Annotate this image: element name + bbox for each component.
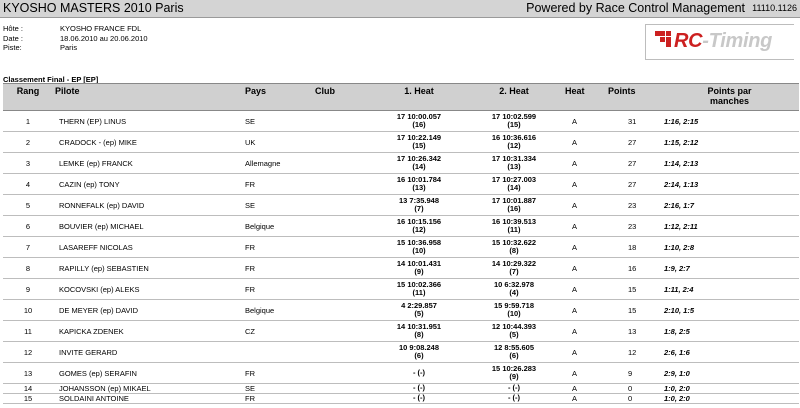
points-cell: 27 [606,132,660,153]
pilot-cell: THERN (EP) LINUS [53,111,243,132]
heat1-cell: 16 10:15.156 (12) [373,216,465,237]
points-per-round-cell: 1:15, 2:12 [660,132,799,153]
heat2-cell: 17 10:02.599 (15) [465,111,563,132]
points-per-round-cell: 1:10, 2:8 [660,237,799,258]
heat2-cell: 15 10:26.283 (9) [465,363,563,384]
country-cell: SE [243,111,313,132]
table-row [3,300,799,321]
col-header-pilote: Pilote [53,84,243,111]
heat2-cell: - (-) [465,384,563,394]
heat1-cell: 17 10:22.149 (15) [373,132,465,153]
club-cell [313,342,373,363]
col-header-club: Club [313,84,373,111]
table-row [3,363,799,384]
points-cell: 27 [606,153,660,174]
points-per-round-cell: 2:9, 1:0 [660,363,799,384]
meta-row-date [3,34,148,44]
meta-value: KYOSHO FRANCE FDL [60,24,142,33]
heat1-cell: - (-) [373,394,465,404]
title-bar [0,0,800,18]
meta-key: Piste: [3,43,22,52]
points-per-round-cell: 2:16, 1:7 [660,195,799,216]
heat-group-cell: A [563,216,606,237]
points-cell: 27 [606,174,660,195]
table-row [3,111,799,132]
heat1-cell: 14 10:31.951 (8) [373,321,465,342]
heat1-cell: 10 9:08.248 (6) [373,342,465,363]
heat2-cell: 17 10:31.334 (13) [465,153,563,174]
country-cell: SE [243,195,313,216]
pilot-cell: CRADOCK - (ep) MIKE [53,132,243,153]
col-header-points: Points [606,84,660,111]
heat-group-cell: A [563,342,606,363]
heat-group-cell: A [563,111,606,132]
points-per-round-cell: 1:12, 2:11 [660,216,799,237]
points-cell: 15 [606,279,660,300]
country-cell [243,342,313,363]
heat1-cell: 15 10:02.366 (11) [373,279,465,300]
heat2-cell: 15 10:32.622 (8) [465,237,563,258]
points-per-round-cell: 1:0, 2:0 [660,384,799,394]
points-per-round-cell: 2:6, 1:6 [660,342,799,363]
country-cell: FR [243,237,313,258]
pilot-cell: SOLDAINI ANTOINE [53,394,243,404]
country-cell: FR [243,279,313,300]
points-per-round-cell: 1:16, 2:15 [660,111,799,132]
logo-grid-icon [649,31,671,53]
country-cell: FR [243,363,313,384]
heat1-cell: - (-) [373,363,465,384]
heat-group-cell: A [563,394,606,404]
heat-group-cell: A [563,363,606,384]
points-cell: 0 [606,394,660,404]
country-cell: FR [243,394,313,404]
results-table [3,83,799,404]
rank-cell: 11 [3,321,53,342]
heat-group-cell: A [563,174,606,195]
pilot-cell: GOMES (ep) SERAFIN [53,363,243,384]
meta-value: Paris [60,43,78,52]
table-row [3,321,799,342]
heat2-cell: 15 9:59.718 (10) [465,300,563,321]
table-row [3,153,799,174]
club-cell [313,300,373,321]
country-cell: SE [243,384,313,394]
heat1-cell: 13 7:35.948 (7) [373,195,465,216]
points-cell: 18 [606,237,660,258]
points-per-round-cell: 2:10, 1:5 [660,300,799,321]
heat2-cell: 16 10:36.616 (12) [465,132,563,153]
points-per-round-cell: 1:9, 2:7 [660,258,799,279]
heat1-cell: 16 10:01.784 (13) [373,174,465,195]
club-cell [313,321,373,342]
pilot-cell: INVITE GERARD [53,342,243,363]
heat2-cell: 12 8:55.605 (6) [465,342,563,363]
meta-key: Date : [3,33,24,43]
col-header-heat1: 1. Heat [373,84,465,111]
table-header-row [3,84,799,111]
table-row [3,195,799,216]
pilot-cell: CAZIN (ep) TONY [53,174,243,195]
table-row [3,132,799,153]
country-cell: Belgique [243,300,313,321]
table-row [3,279,799,300]
points-cell: 23 [606,216,660,237]
club-cell [313,279,373,300]
table-row [3,174,799,195]
heat2-cell: - (-) [465,394,563,404]
heat-group-cell: A [563,258,606,279]
rank-cell: 15 [3,394,53,404]
points-per-round-cell: 1:8, 2:5 [660,321,799,342]
heat1-cell: 4 2:29.857 (5) [373,300,465,321]
heat2-cell: 12 10:44.393 (5) [465,321,563,342]
table-row [3,237,799,258]
heat-group-cell: A [563,237,606,258]
rank-cell: 4 [3,174,53,195]
country-cell: Belgique [243,216,313,237]
col-header-heat: Heat [563,84,606,111]
meta-key: Hôte : [3,24,24,33]
heat-group-cell: A [563,195,606,216]
points-per-round-cell: 1:14, 2:13 [660,153,799,174]
club-cell [313,195,373,216]
club-cell [313,384,373,394]
rank-cell: 8 [3,258,53,279]
club-cell [313,394,373,404]
rank-cell: 7 [3,237,53,258]
heat-group-cell: A [563,132,606,153]
table-row [3,384,799,394]
points-per-round-cell: 2:14, 1:13 [660,174,799,195]
pilot-cell: RONNEFALK (ep) DAVID [53,195,243,216]
rank-cell: 12 [3,342,53,363]
heat1-cell: 17 10:26.342 (14) [373,153,465,174]
col-header-rang: Rang [3,84,53,111]
points-cell: 0 [606,384,660,394]
table-row [3,342,799,363]
club-cell [313,258,373,279]
logo-text: RC-Timing [674,30,773,52]
heat2-cell: 16 10:39.513 (11) [465,216,563,237]
points-cell: 31 [606,111,660,132]
rc-timing-logo [645,24,794,60]
rank-cell: 2 [3,132,53,153]
country-cell: FR [243,174,313,195]
table-row [3,258,799,279]
pilot-cell: BOUVIER (ep) MICHAEL [53,216,243,237]
heat-group-cell: A [563,321,606,342]
pilot-cell: LASAREFF NICOLAS [53,237,243,258]
powered-by-text: Powered by Race Control Management [526,1,745,15]
pilot-cell: KAPICKA ZDENEK [53,321,243,342]
heat-group-cell: A [563,279,606,300]
club-cell [313,237,373,258]
pilot-cell: RAPILLY (ep) SEBASTIEN [53,258,243,279]
points-cell: 15 [606,300,660,321]
heat-group-cell: A [563,153,606,174]
heat1-cell: 15 10:36.958 (10) [373,237,465,258]
club-cell [313,132,373,153]
club-cell [313,363,373,384]
pilot-cell: LEMKE (ep) FRANCK [53,153,243,174]
points-cell: 23 [606,195,660,216]
rank-cell: 5 [3,195,53,216]
country-cell: UK [243,132,313,153]
event-title: KYOSHO MASTERS 2010 Paris [3,1,184,15]
club-cell [313,111,373,132]
points-per-round-cell: 1:11, 2:4 [660,279,799,300]
points-cell: 13 [606,321,660,342]
club-cell [313,174,373,195]
heat-group-cell: A [563,300,606,321]
heat2-cell: 10 6:32.978 (4) [465,279,563,300]
pilot-cell: JOHANSSON (ep) MIKAEL [53,384,243,394]
table-row [3,394,799,404]
rank-cell: 13 [3,363,53,384]
club-cell [313,216,373,237]
points-cell: 16 [606,258,660,279]
heat2-cell: 14 10:29.322 (7) [465,258,563,279]
points-cell: 9 [606,363,660,384]
col-header-pays: Pays [243,84,313,111]
col-header-heat2: 2. Heat [465,84,563,111]
rank-cell: 14 [3,384,53,394]
heat2-cell: 17 10:27.003 (14) [465,174,563,195]
heat1-cell: - (-) [373,384,465,394]
version-number: 11110.1126 [752,3,797,13]
heat-group-cell: A [563,384,606,394]
rank-cell: 6 [3,216,53,237]
points-per-round-cell: 1:0, 2:0 [660,394,799,404]
meta-row-host [3,24,148,34]
country-cell: CZ [243,321,313,342]
meta-value: 18.06.2010 au 20.06.2010 [60,33,148,43]
country-cell: Allemagne [243,153,313,174]
rank-cell: 10 [3,300,53,321]
heat1-cell: 14 10:01.431 (9) [373,258,465,279]
table-row [3,216,799,237]
heat1-cell: 17 10:00.057 (16) [373,111,465,132]
meta-row-track [3,43,148,53]
points-cell: 12 [606,342,660,363]
pilot-cell: KOCOVSKI (ep) ALEKS [53,279,243,300]
rank-cell: 1 [3,111,53,132]
rank-cell: 3 [3,153,53,174]
rank-cell: 9 [3,279,53,300]
section-title: Classement Final - EP [EP] [3,75,99,84]
heat2-cell: 17 10:01.887 (16) [465,195,563,216]
club-cell [313,153,373,174]
pilot-cell: DE MEYER (ep) DAVID [53,300,243,321]
country-cell: FR [243,258,313,279]
col-header-points-par-manches: Points par manches [660,84,799,111]
event-meta [3,24,148,53]
